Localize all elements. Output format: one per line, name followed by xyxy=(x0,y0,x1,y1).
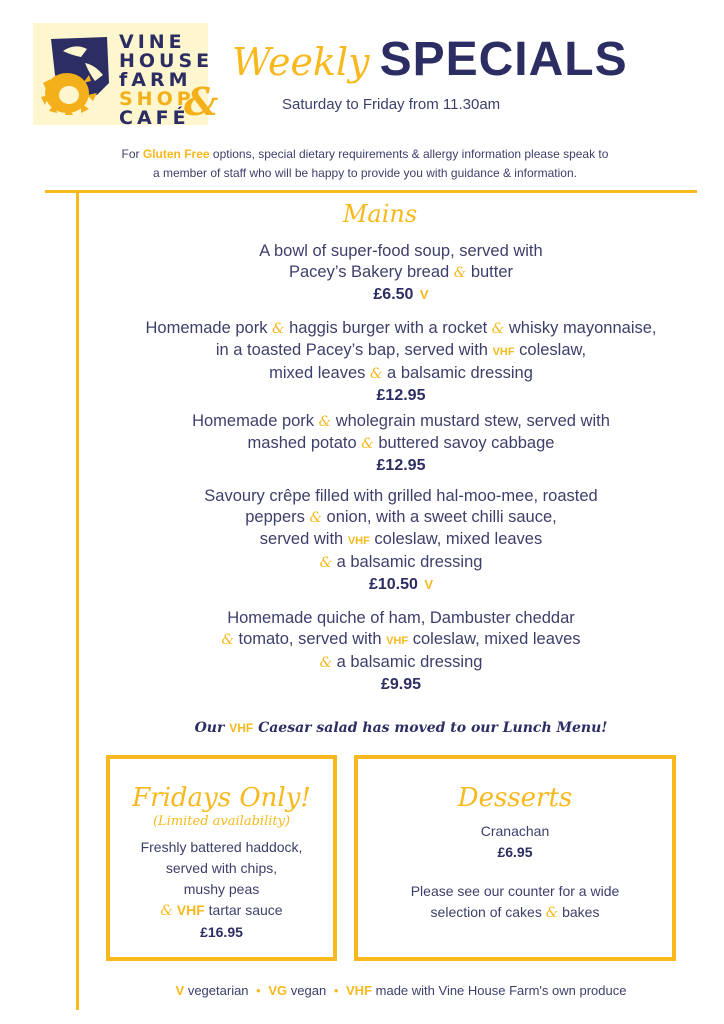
cakes-note xyxy=(358,881,672,924)
logo-ampersand: & xyxy=(184,79,219,124)
logo-line: HOUSE xyxy=(119,50,214,72)
ampersand: & xyxy=(545,905,559,921)
bullet-icon: • xyxy=(333,983,339,998)
price-value: £6.50 xyxy=(373,286,414,303)
logo xyxy=(33,23,219,129)
page-title xyxy=(232,32,628,88)
fridays-title: Fridays Only! xyxy=(132,783,311,813)
legend-label: vegetarian xyxy=(187,983,249,998)
legend-code: V xyxy=(175,983,185,998)
notice-line1: options, special dietary requirements & allergy information please speak to xyxy=(209,147,609,161)
horizontal-divider xyxy=(45,190,697,193)
mains-heading: Mains xyxy=(342,200,418,228)
dietary-notice xyxy=(60,145,670,183)
legend-label: made with Vine House Farm's own produce xyxy=(375,983,627,998)
desserts-box xyxy=(354,755,676,961)
sunflower-bird-logo-icon xyxy=(41,35,113,115)
dish-line: Savoury crêpe filled with grilled hal-moo-mee, roasted xyxy=(204,487,598,505)
dish-price: £16.95 xyxy=(200,924,243,940)
dish-line: served with VHF coleslaw, mixed leaves xyxy=(259,530,543,548)
menu-item-quiche xyxy=(86,608,716,695)
dish-line: in a toasted Pacey’s bap, served with VHF coleslaw, xyxy=(215,341,587,359)
cakes-note-line: bakes xyxy=(562,904,600,920)
dish-line: served with chips, xyxy=(165,860,278,876)
dish-price xyxy=(86,284,716,305)
vhf-tag: VHF xyxy=(176,902,205,918)
dish-line: peppers & onion, with a sweet chilli sauce, xyxy=(245,508,557,526)
dish-line: & a balsamic dressing xyxy=(319,553,483,571)
caesar-salad-note xyxy=(86,720,716,736)
price-value: £10.50 xyxy=(368,576,418,593)
cakes-note-line: selection of cakes xyxy=(430,904,542,920)
note-prefix: Our xyxy=(194,720,225,736)
opening-times: Saturday to Friday from 11.30am xyxy=(282,96,501,113)
notice-prefix: For xyxy=(121,147,143,161)
note-text: Caesar salad has moved to our Lunch Menu! xyxy=(258,720,608,736)
menu-item-stew xyxy=(86,411,716,476)
dish-line: & tomato, served with VHF coleslaw, mixed leaves xyxy=(221,630,581,648)
dish-line: A bowl of super-food soup, served with xyxy=(259,242,543,260)
logo-line: VINE xyxy=(119,31,186,53)
title-script: Weekly xyxy=(232,40,370,84)
dish-price xyxy=(86,574,716,595)
dessert-price: £6.95 xyxy=(497,844,533,860)
diet-tag: V xyxy=(419,287,429,302)
dish-line xyxy=(110,900,333,922)
dessert-item xyxy=(358,821,672,863)
bullet-icon: • xyxy=(256,983,261,998)
dish-text: tartar sauce xyxy=(208,902,283,918)
fridays-dish xyxy=(110,837,333,943)
legend-label: vegan xyxy=(290,983,327,998)
dish-line: mixed leaves & a balsamic dressing xyxy=(269,364,533,382)
dish-line: Homemade pork & haggis burger with a rocket & whisky mayonnaise, xyxy=(145,319,657,337)
dish-price: £12.95 xyxy=(376,387,426,404)
logo-line: CAFÉ xyxy=(119,107,190,129)
dish-line: mushy peas xyxy=(183,881,260,897)
vhf-tag: VHF xyxy=(229,721,254,735)
dietary-legend xyxy=(86,983,716,998)
dish-line: & a balsamic dressing xyxy=(319,653,483,671)
logo-line: fARM xyxy=(119,69,192,91)
fridays-only-box xyxy=(106,755,337,961)
dish-line: Pacey’s Bakery bread & butter xyxy=(288,263,514,281)
legend-code: VHF xyxy=(346,983,373,998)
legend-code: VG xyxy=(268,983,288,998)
menu-item-crepe xyxy=(86,486,716,595)
cakes-note-line: Please see our counter for a wide xyxy=(410,883,620,899)
dessert-name: Cranachan xyxy=(480,823,550,839)
dish-line: Freshly battered haddock, xyxy=(140,839,303,855)
title-main: SPECIALS xyxy=(379,33,628,86)
dish-line: mashed potato & buttered savoy cabbage xyxy=(247,434,555,452)
menu-item-burger xyxy=(86,318,716,406)
gluten-free-highlight: Gluten Free xyxy=(142,147,210,161)
ampersand: & xyxy=(160,903,173,919)
dish-price: £12.95 xyxy=(376,457,426,474)
notice-line2: a member of staff who will be happy to provide you with guidance & information. xyxy=(152,166,577,180)
logo-line: SHOP xyxy=(119,88,195,110)
menu-item-soup xyxy=(86,241,716,305)
vertical-divider xyxy=(76,190,79,1010)
fridays-subtitle: (Limited availability) xyxy=(152,814,291,829)
dish-line: Homemade quiche of ham, Dambuster cheddar xyxy=(227,609,575,627)
dish-price: £9.95 xyxy=(380,676,422,693)
desserts-title: Desserts xyxy=(457,783,573,813)
diet-tag: V xyxy=(424,577,434,592)
dish-line: Homemade pork & wholegrain mustard stew, served with xyxy=(192,412,610,430)
